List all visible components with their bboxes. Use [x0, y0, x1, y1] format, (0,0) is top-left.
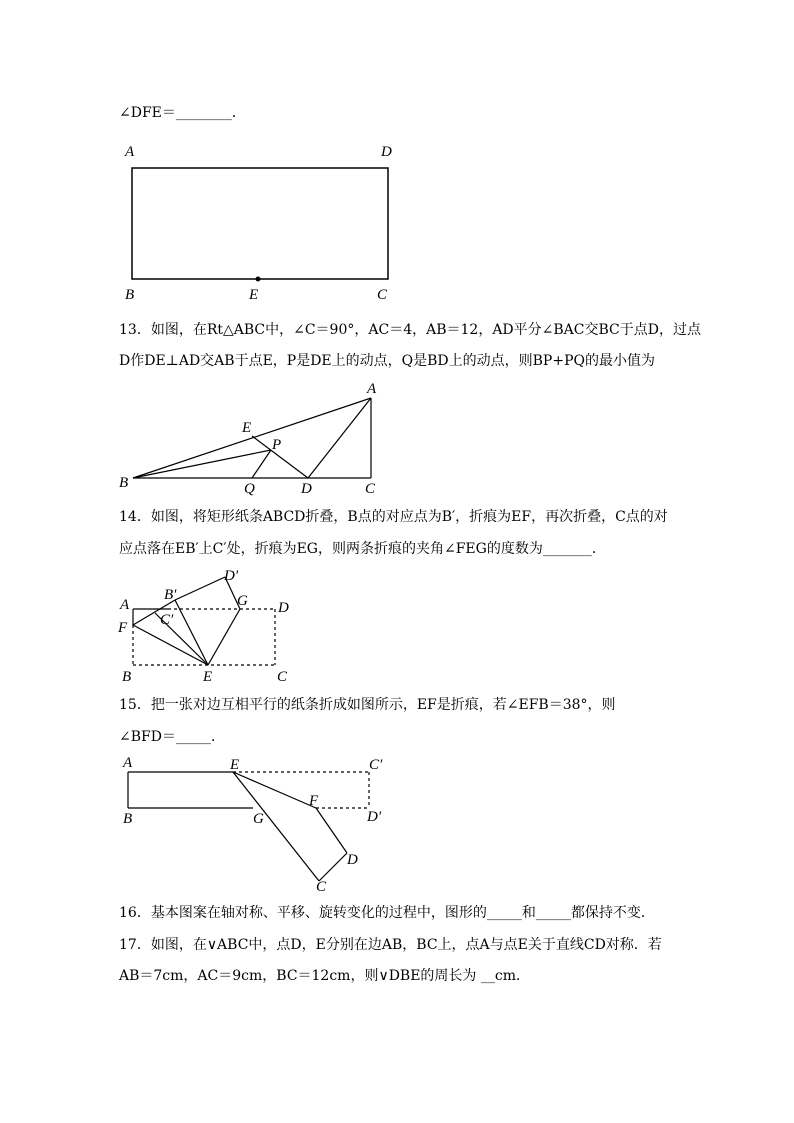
figure-triangle-abc — [115, 378, 385, 498]
label-b: B — [125, 287, 135, 303]
q13-line-1: 13．如图，在Rt△ABC中，∠C＝90°，AC＝4，AB＝12，AD平分∠BAC交BC于点D，过点 — [119, 322, 701, 338]
label-g: G — [253, 811, 264, 827]
label-q: Q — [244, 481, 255, 497]
figure-folded-paper-strip — [115, 752, 385, 897]
q15-line-1: 15．把一张对边互相平行的纸条折成如图所示，EF是折痕，若∠EFB＝38°，则 — [119, 697, 616, 713]
q16-line: 16．基本图案在轴对称、平移、旋转变化的过程中，图形的_____和_____都保持不变． — [119, 905, 655, 921]
label-d-prime: D′ — [224, 568, 239, 584]
label-c: C — [377, 287, 388, 303]
label-a: A — [120, 597, 130, 613]
label-d: D — [301, 481, 312, 497]
figure-folded-strip-abcd — [115, 565, 305, 688]
label-c: C — [365, 481, 376, 497]
label-b: B — [119, 475, 129, 491]
label-c-prime: C′ — [160, 612, 174, 628]
label-c: C — [316, 879, 327, 895]
label-e: E — [249, 287, 259, 303]
label-d: D — [381, 144, 392, 160]
label-d: D — [278, 600, 289, 616]
figure-rectangle-abcd — [115, 138, 405, 308]
rectangle-shape — [132, 168, 388, 279]
label-c-prime: C′ — [369, 757, 383, 773]
label-f: F — [118, 620, 128, 636]
label-f: F — [309, 793, 319, 809]
label-b: B — [122, 669, 132, 685]
label-e: E — [203, 669, 213, 685]
label-a: A — [123, 755, 133, 771]
label-b-prime: B′ — [164, 587, 177, 603]
label-d-prime: D′ — [367, 809, 382, 825]
label-g: G — [237, 593, 248, 609]
label-e: E — [230, 757, 240, 773]
label-e: E — [242, 420, 252, 436]
label-a: A — [125, 144, 135, 160]
q13-line-2: D作DE⊥AD交AB于点E，P是DE上的动点，Q是BD上的动点，则BP+PQ的最小值为 — [119, 353, 655, 369]
q17-line-1: 17．如图，在∨ABC中，点D，E分别在边AB，BC上，点A与点E关于直线CD对称．若 — [119, 937, 662, 953]
label-b: B — [123, 811, 133, 827]
label-c: C — [277, 669, 288, 685]
point-e-dot — [256, 277, 261, 282]
q14-line-2: 应点落在EB′上C′处，折痕为EG，则两条折痕的夹角∠FEG的度数为_______． — [119, 541, 606, 557]
q12-answer-line: ∠DFE＝________． — [119, 105, 246, 121]
q14-line-1: 14．如图，将矩形纸条ABCD折叠，B点的对应点为B′，折痕为EF，再次折叠，C点的对 — [119, 509, 668, 525]
label-d: D — [347, 852, 358, 868]
label-p: P — [272, 437, 282, 453]
q17-line-2: AB＝7cm，AC＝9cm，BC＝12cm，则∨DBE的周长为 __cm． — [119, 968, 531, 984]
q15-line-2: ∠BFD＝_____． — [119, 729, 225, 745]
label-a: A — [367, 381, 377, 397]
